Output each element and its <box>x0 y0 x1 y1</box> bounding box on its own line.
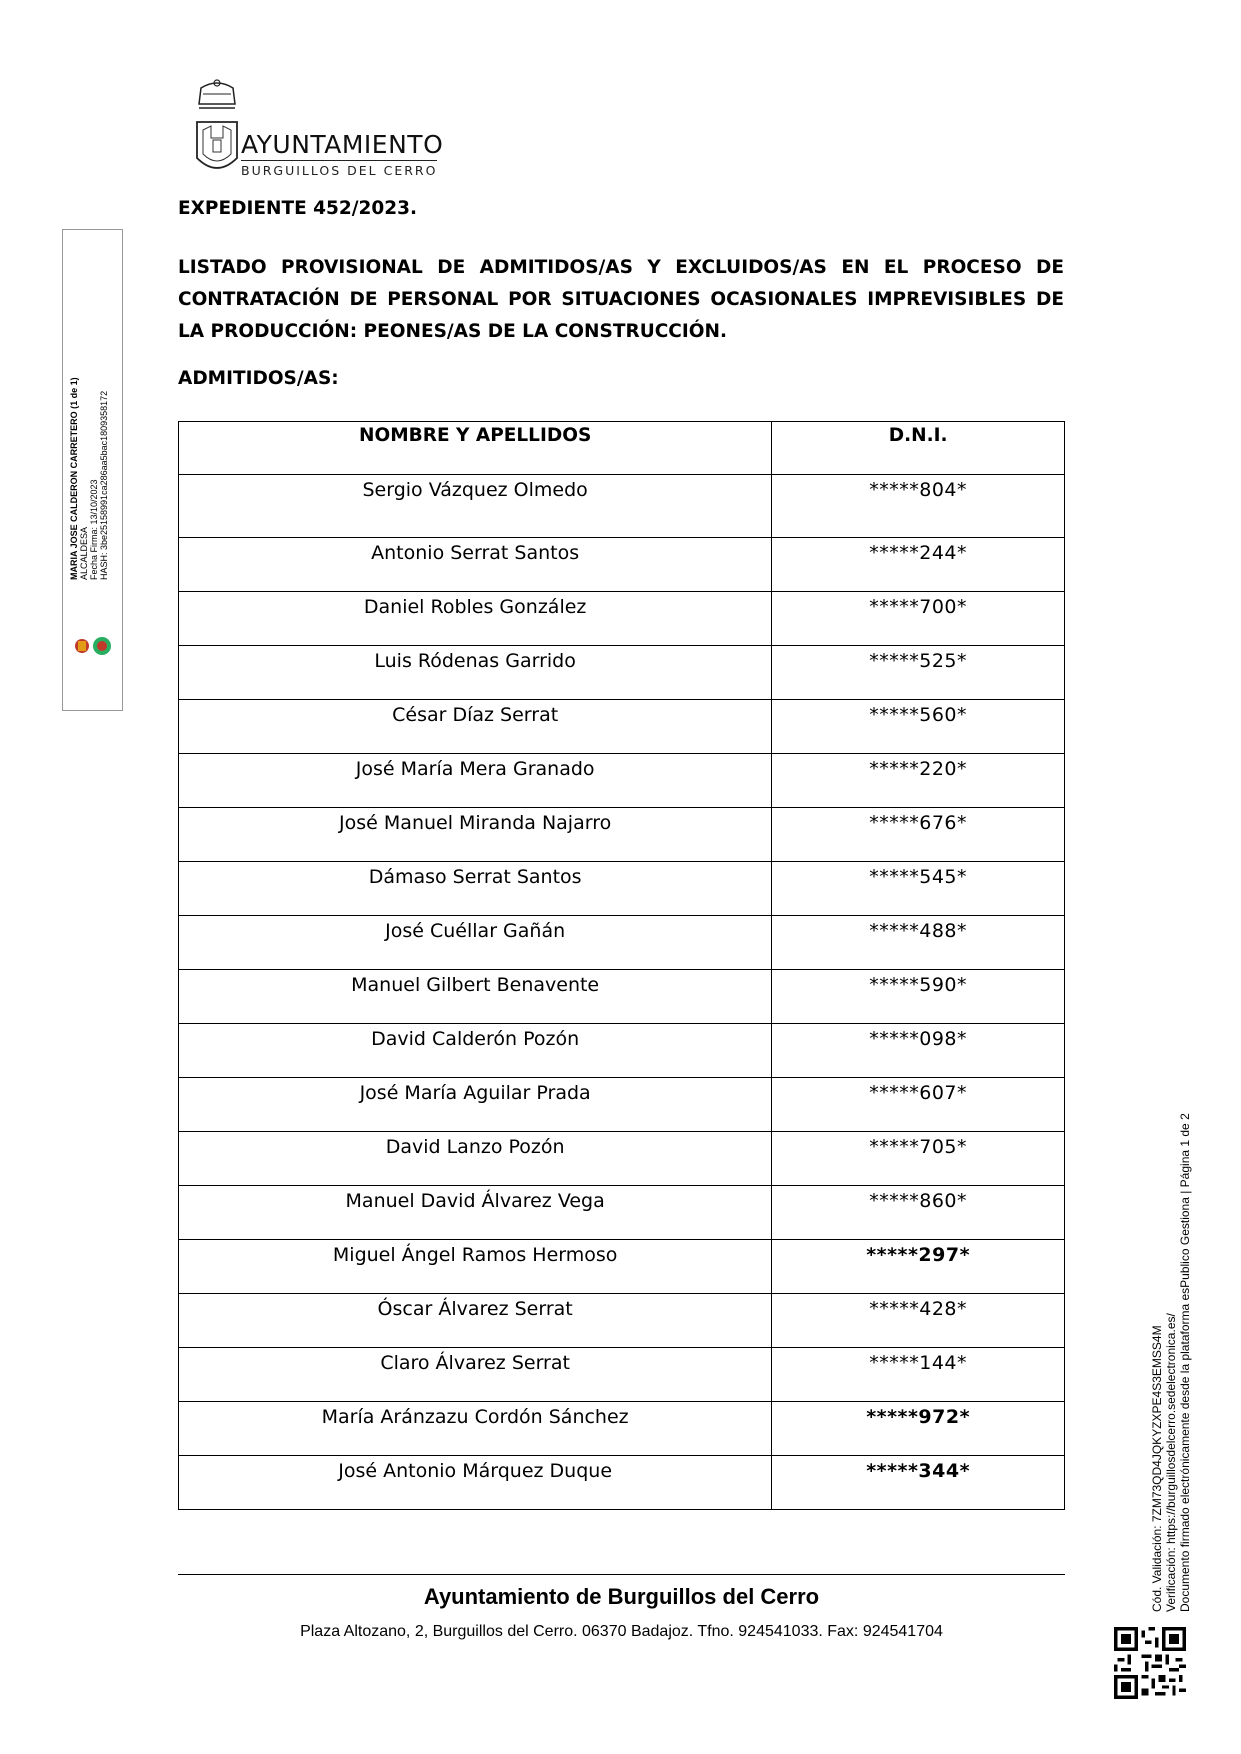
applicant-name: Miguel Ángel Ramos Hermoso <box>179 1240 772 1294</box>
expediente-number: EXPEDIENTE 452/2023. <box>178 198 418 219</box>
applicant-name: Claro Álvarez Serrat <box>179 1348 772 1402</box>
applicant-dni: *****545* <box>772 862 1065 916</box>
applicant-name: Manuel David Álvarez Vega <box>179 1186 772 1240</box>
applicant-name: David Lanzo Pozón <box>179 1132 772 1186</box>
table-row <box>179 916 1065 970</box>
table-row <box>179 808 1065 862</box>
table-row <box>179 592 1065 646</box>
applicant-name: José Manuel Miranda Najarro <box>179 808 772 862</box>
signature-hash: HASH: 3be25158991ca286aa5bac1809358172 <box>99 390 109 580</box>
table-row <box>179 700 1065 754</box>
municipal-logo <box>193 78 444 191</box>
applicant-dni: *****428* <box>772 1294 1065 1348</box>
section-label: ADMITIDOS/AS: <box>178 368 339 389</box>
table-row <box>179 475 1065 538</box>
applicant-name: José Antonio Márquez Duque <box>179 1456 772 1510</box>
table-row <box>179 1132 1065 1186</box>
applicant-dni: *****607* <box>772 1078 1065 1132</box>
table-row <box>179 1078 1065 1132</box>
signature-date: Fecha Firma: 13/10/2023 <box>89 479 99 580</box>
validation-code: Cód. Validación: 7ZM73QD4JQKYZXPE4S3EMSS4M <box>1150 1325 1164 1612</box>
table-row <box>179 1456 1065 1510</box>
seal-icon <box>72 633 112 659</box>
table-row <box>179 1402 1065 1456</box>
applicant-name: Daniel Robles González <box>179 592 772 646</box>
logo-title: AYUNTAMIENTO <box>241 130 444 159</box>
applicant-dni: *****525* <box>772 646 1065 700</box>
header-dni: D.N.I. <box>772 422 1065 475</box>
signature-text <box>69 377 109 580</box>
footer-title: Ayuntamiento de Burguillos del Cerro <box>423 1584 820 1609</box>
applicant-name: José Cuéllar Gañán <box>179 916 772 970</box>
applicant-dni: *****144* <box>772 1348 1065 1402</box>
applicant-dni: *****297* <box>772 1240 1065 1294</box>
table-row <box>179 754 1065 808</box>
table-row <box>179 646 1065 700</box>
table-header-row <box>179 422 1065 475</box>
applicant-name: Antonio Serrat Santos <box>179 538 772 592</box>
document-title: LISTADO PROVISIONAL DE ADMITIDOS/AS Y EXCLUIDOS/AS EN EL PROCESO DE CONTRATACIÓN DE PERSONAL POR SITUACIONES OCASIONALES IMPREVISIBLES DE LA PRODUCCIÓN: PEONES/AS DE LA CONSTRUCCIÓN. <box>178 257 1064 342</box>
table-row <box>179 1024 1065 1078</box>
applicant-dni: *****488* <box>772 916 1065 970</box>
footer-address: Plaza Altozano, 2, Burguillos del Cerro. 06370 Badajoz. Tfno. 924541033. Fax: 924541704 <box>300 1623 943 1640</box>
applicant-dni: *****860* <box>772 1186 1065 1240</box>
signer-role: ALCALDESA <box>79 526 89 580</box>
applicant-dni: *****676* <box>772 808 1065 862</box>
applicant-name: José María Aguilar Prada <box>179 1078 772 1132</box>
applicant-name: César Díaz Serrat <box>179 700 772 754</box>
header-name: NOMBRE Y APELLIDOS <box>179 422 772 475</box>
table-row <box>179 1186 1065 1240</box>
footer-divider <box>178 1574 1065 1575</box>
table-row <box>179 1348 1065 1402</box>
applicant-name: Óscar Álvarez Serrat <box>179 1294 772 1348</box>
logo-subtitle: BURGUILLOS DEL CERRO <box>241 160 437 178</box>
table-row <box>179 970 1065 1024</box>
applicant-name: José María Mera Granado <box>179 754 772 808</box>
applicant-name: María Aránzazu Cordón Sánchez <box>179 1402 772 1456</box>
applicant-name: David Calderón Pozón <box>179 1024 772 1078</box>
table-row <box>179 1240 1065 1294</box>
table-row <box>179 1294 1065 1348</box>
applicant-name: Dámaso Serrat Santos <box>179 862 772 916</box>
applicant-dni: *****705* <box>772 1132 1065 1186</box>
applicant-name: Manuel Gilbert Benavente <box>179 970 772 1024</box>
validation-platform: Documento firmado electrónicamente desde la plataforma esPublico Gestiona | Página 1 de 2 <box>1178 1113 1192 1612</box>
logo-wordmark <box>241 132 443 179</box>
admitted-table <box>178 421 1065 1510</box>
applicant-dni: *****804* <box>772 475 1065 538</box>
applicant-dni: *****098* <box>772 1024 1065 1078</box>
qr-code-icon[interactable] <box>1114 1627 1186 1699</box>
signer-name: MARIA JOSE CALDERON CARRETERO (1 de 1) <box>69 377 79 580</box>
signature-box <box>62 229 123 711</box>
applicant-name: Luis Ródenas Garrido <box>179 646 772 700</box>
coat-of-arms-icon <box>193 78 241 188</box>
validation-text <box>1150 1113 1192 1612</box>
applicant-dni: *****244* <box>772 538 1065 592</box>
table-row <box>179 862 1065 916</box>
applicant-dni: *****972* <box>772 1402 1065 1456</box>
applicant-dni: *****220* <box>772 754 1065 808</box>
applicant-dni: *****344* <box>772 1456 1065 1510</box>
applicant-dni: *****560* <box>772 700 1065 754</box>
applicant-name: Sergio Vázquez Olmedo <box>179 475 772 538</box>
validation-url: Verificación: https://burguillosdelcerro.sedelectronica.es/ <box>1164 1313 1178 1612</box>
applicant-dni: *****590* <box>772 970 1065 1024</box>
applicant-dni: *****700* <box>772 592 1065 646</box>
table-row <box>179 538 1065 592</box>
